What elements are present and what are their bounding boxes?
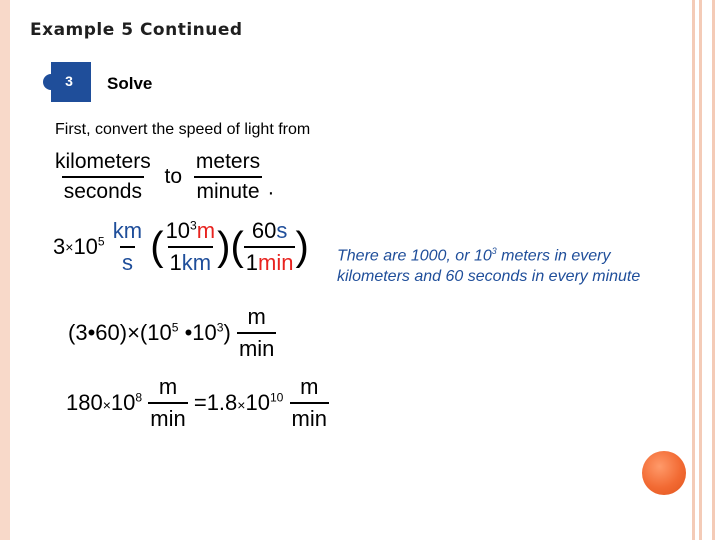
to-word: to <box>164 165 183 188</box>
intro-text: First, convert the speed of light from <box>55 121 311 138</box>
result-expression: $180\times 10^8$ $\frac{m}{\min}$ $=1.8\times 10^{10}$ $\frac{m}{\min}$ <box>66 374 327 431</box>
factor-s-per-min: $\frac{60s}{1\min}$ <box>245 218 294 275</box>
left-border-stripe <box>0 0 10 540</box>
fraction-km-per-s: $\frac{\text{kilometers}}{\text{seconds}}$ <box>55 150 151 203</box>
unit-m-per-min: $\frac{m}{\min}$ <box>238 304 275 361</box>
factor-m-per-km: $\frac{10^3m}{1km}$ <box>165 218 216 275</box>
border-line <box>699 0 702 540</box>
conversion-note: There are 1000, or $10^3$ meters in every kilometers and 60 seconds in every minute <box>337 246 641 286</box>
orange-circle-icon <box>642 451 686 495</box>
fraction-m-per-min: $\frac{\text{meters}}{\text{minute}}$ <box>195 150 261 203</box>
result-unit-1: $\frac{m}{\min}$ <box>150 374 186 431</box>
step-label: Solve <box>107 74 153 93</box>
border-line <box>692 0 695 540</box>
units-line: $\frac{\text{kilometers}}{\text{seconds}}$ to $\frac{\text{meters}}{\text{minute}}$ . <box>55 150 274 203</box>
step-number: 3 <box>65 73 73 89</box>
border-line <box>712 0 715 540</box>
factor-km-per-s: $\frac{km}{s}$ <box>112 218 143 275</box>
result-unit-2: $\frac{m}{\min}$ <box>291 374 327 431</box>
slide-title: Example 5 Continued <box>30 20 243 40</box>
conversion-expression: $3\times 10^5$ $\frac{km}{s}$ ( $\frac{10^3m}{1km}$ )( $\frac{60s}{1\min}$ ) <box>53 218 309 275</box>
puzzle-piece-icon <box>43 62 93 102</box>
right-border-lines <box>690 0 720 540</box>
combined-expression: $(3•60)\times(10^5$ $•10^3$) $\frac{m}{\min}$ <box>68 304 275 361</box>
